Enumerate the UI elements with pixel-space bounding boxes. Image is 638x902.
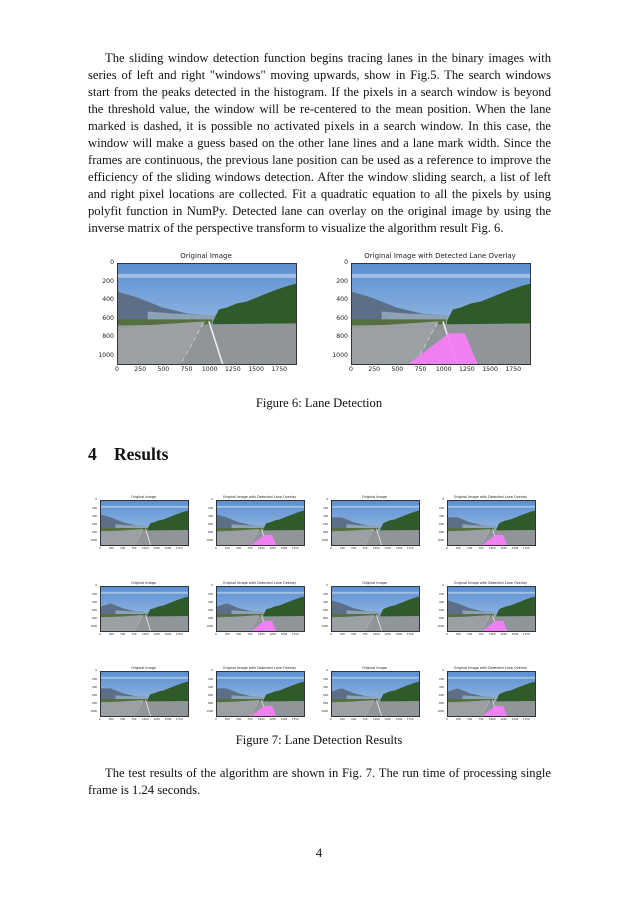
fig7-r1c4-ytick: 0 xyxy=(442,498,444,502)
fig7-r1c4-xtick: 1250 xyxy=(500,547,507,550)
fig7-r2c2-xtick: 1500 xyxy=(280,633,288,636)
fig7-r1c1-xtick: 1250 xyxy=(153,547,160,550)
fig7-r2c3-xtick: 1250 xyxy=(384,633,391,636)
fig7-r3c1-xtick: 1500 xyxy=(164,718,172,721)
fig7-r2c1-xtick: 1750 xyxy=(175,633,183,636)
fig7-r1c2-xtick: 0 xyxy=(215,547,217,550)
fig7-r2c1-image xyxy=(100,586,189,632)
fig6-overlay-xtick: 0 xyxy=(349,366,353,373)
fig6-original-ytick: 800 xyxy=(102,333,114,341)
fig7-r1c4-ytick: 600 xyxy=(439,522,444,526)
fig7-r3c2-image xyxy=(216,671,305,717)
fig7-r2c3-xtick: 750 xyxy=(362,633,368,636)
fig7-r3c1-xtick: 250 xyxy=(108,718,114,721)
fig7-r3c1-ytick: 0 xyxy=(95,669,97,673)
fig7-r2c1-ytick: 400 xyxy=(92,600,97,604)
fig7-r2c3-ytick: 200 xyxy=(323,592,328,596)
fig7-r3c4-plot xyxy=(437,665,534,723)
fig6-original-ytick: 200 xyxy=(102,277,114,285)
fig7-r2c3-ytick: 0 xyxy=(326,584,328,588)
fig7-r3c4-ytick: 200 xyxy=(439,677,444,681)
fig7-r1c2-xtick: 1750 xyxy=(291,547,299,550)
fig7-r2c4-ytick: 200 xyxy=(439,592,444,596)
fig7-r2c3-xtick: 0 xyxy=(330,633,332,636)
fig7-r3c3-xtick: 1750 xyxy=(406,718,414,721)
fig7-r2c1-xtick: 750 xyxy=(131,633,137,636)
fig7-r1c2-xtick: 1000 xyxy=(258,547,265,550)
fig7-r3c4-ytick: 600 xyxy=(439,693,444,697)
fig7-r3c2-ytick: 0 xyxy=(211,669,213,673)
fig6-overlay-ytick: 200 xyxy=(336,277,348,285)
fig7-r3c2-xtick: 750 xyxy=(247,718,253,721)
fig7-r2c3-xtick: 1500 xyxy=(395,633,403,636)
fig7-r2c2-image xyxy=(216,586,305,632)
fig7-r1c3-xtick: 500 xyxy=(351,547,357,550)
fig6-overlay-ytick: 600 xyxy=(336,314,348,322)
fig7-r2c4-ytick: 600 xyxy=(439,608,444,612)
results-paragraph: The test results of the algorithm are shown in Fig. 7. The run time of processing single frame is 1.24 seconds. xyxy=(88,766,551,797)
fig7-r3c4-xtick: 0 xyxy=(446,718,448,721)
fig7-r1c4-ytick: 800 xyxy=(439,531,444,535)
fig7-r2c3-xtick: 250 xyxy=(339,633,345,636)
fig7-r2c2-plot xyxy=(206,580,303,638)
fig7-r3c1-xtick: 1750 xyxy=(175,718,183,721)
fig7-r3c1-xtick: 750 xyxy=(131,718,137,721)
fig7-r3c2-title: Original Image with Detected Lane Overlay xyxy=(222,665,297,670)
fig7-r2c2-ytick: 0 xyxy=(211,584,213,588)
fig7-r2c2-ytick: 400 xyxy=(208,600,213,604)
fig6-original-xtick: 1000 xyxy=(201,366,218,373)
fig7-r3c2-xtick: 1250 xyxy=(269,718,276,721)
fig7-r3c3-xtick: 500 xyxy=(351,718,357,721)
fig7-r2c1-ytick: 1000 xyxy=(90,625,97,629)
fig7-r3c3-xtick: 0 xyxy=(330,718,332,721)
fig7-r2c4-ytick: 0 xyxy=(442,584,444,588)
fig6-overlay-ytick: 400 xyxy=(336,296,348,304)
fig7-r2c2-ytick: 1000 xyxy=(206,625,213,629)
fig7-r3c4-ytick: 0 xyxy=(442,669,444,673)
fig7-r3c4-ytick: 800 xyxy=(439,702,444,706)
fig7-r1c3-ytick: 800 xyxy=(323,531,328,535)
fig7-r1c3-image xyxy=(331,500,420,546)
fig7-r1c4-xtick: 750 xyxy=(478,547,484,550)
fig7-r2c4-xtick: 1750 xyxy=(522,633,530,636)
fig7-r2c3-title: Original Image xyxy=(362,580,387,585)
fig7-r2c2-xtick: 1250 xyxy=(269,633,276,636)
fig6-original-ytick: 0 xyxy=(110,259,114,267)
fig7-r1c4-xtick: 1000 xyxy=(489,547,496,550)
fig7-r2c3-xtick: 1000 xyxy=(373,633,380,636)
fig7-r3c3-ytick: 200 xyxy=(323,677,328,681)
section-heading xyxy=(88,444,168,465)
fig7-r3c1-xtick: 1250 xyxy=(153,718,160,721)
fig7-r1c3-xtick: 1250 xyxy=(384,547,391,550)
fig7-r3c1-image xyxy=(100,671,189,717)
fig6-original-ytick: 400 xyxy=(102,296,114,304)
fig7-r3c4-xtick: 1750 xyxy=(522,718,530,721)
fig7-r3c4-xtick: 750 xyxy=(478,718,484,721)
fig7-r1c2-xtick: 1250 xyxy=(269,547,276,550)
fig7-r2c4-xtick: 500 xyxy=(467,633,473,636)
fig7-r1c3-ytick: 0 xyxy=(326,498,328,502)
fig6-original-xtick: 1250 xyxy=(225,366,241,373)
fig7-r2c1-ytick: 800 xyxy=(92,617,97,621)
fig7-r2c1-xtick: 0 xyxy=(99,633,101,636)
fig7-r1c3-ytick: 400 xyxy=(323,514,328,518)
fig7-r1c2-xtick: 250 xyxy=(224,547,230,550)
fig7-r3c3-image xyxy=(331,671,420,717)
fig7-r3c2-xtick: 1000 xyxy=(258,718,265,721)
fig6-overlay-ytick: 800 xyxy=(336,333,348,341)
fig7-r2c1-xtick: 1000 xyxy=(142,633,149,636)
fig7-r1c2-image xyxy=(216,500,305,546)
fig7-r1c3-xtick: 750 xyxy=(362,547,368,550)
fig7-r1c4-xtick: 1750 xyxy=(522,547,530,550)
fig7-r1c2-ytick: 400 xyxy=(208,514,213,518)
fig7-r1c2-xtick: 500 xyxy=(236,547,242,550)
fig6-original-ytick: 600 xyxy=(102,314,114,322)
fig7-r2c4-ytick: 400 xyxy=(439,600,444,604)
fig7-r3c3-ytick: 800 xyxy=(323,702,328,706)
fig7-r1c3-plot xyxy=(321,494,418,552)
fig7-r2c2-xtick: 250 xyxy=(224,633,230,636)
fig7-r3c4-xtick: 250 xyxy=(455,718,461,721)
fig7-r3c3-xtick: 750 xyxy=(362,718,368,721)
fig7-r2c4-ytick: 800 xyxy=(439,617,444,621)
fig7-r3c1-ytick: 1000 xyxy=(90,710,97,714)
fig6-original-image xyxy=(117,263,297,365)
fig7-r3c1-xtick: 1000 xyxy=(142,718,149,721)
fig7-r1c2-xtick: 750 xyxy=(247,547,253,550)
figure-7-caption: Figure 7: Lane Detection Results xyxy=(235,733,403,747)
fig7-r2c4-title: Original Image with Detected Lane Overlay xyxy=(453,580,528,585)
fig7-r2c4-ytick: 1000 xyxy=(437,625,444,629)
fig7-r2c3-ytick: 800 xyxy=(323,617,328,621)
fig7-r1c3-title: Original Image xyxy=(362,494,387,499)
fig6-overlay-xtick: 1000 xyxy=(435,366,452,373)
fig6-overlay-xtick: 1750 xyxy=(505,366,522,373)
fig7-r2c1-ytick: 200 xyxy=(92,592,97,596)
section-number: 4 xyxy=(88,444,97,464)
fig7-r2c3-xtick: 500 xyxy=(351,633,357,636)
fig7-r3c2-xtick: 1500 xyxy=(280,718,288,721)
fig7-r2c3-image xyxy=(331,586,420,632)
fig7-r1c4-image xyxy=(447,500,536,546)
fig7-r2c2-title: Original Image with Detected Lane Overlay xyxy=(222,580,297,585)
fig7-r2c3-ytick: 600 xyxy=(323,608,328,612)
fig7-r3c4-image xyxy=(447,671,536,717)
fig7-r3c4-xtick: 1000 xyxy=(489,718,496,721)
fig7-r3c2-ytick: 200 xyxy=(208,677,213,681)
fig7-r1c4-title: Original Image with Detected Lane Overlay xyxy=(453,494,528,499)
fig7-r1c1-ytick: 1000 xyxy=(90,539,97,543)
fig7-r3c3-xtick: 1500 xyxy=(395,718,403,721)
fig7-r2c2-xtick: 0 xyxy=(215,633,217,636)
fig7-r1c4-xtick: 250 xyxy=(455,547,461,550)
fig7-r1c1-xtick: 1000 xyxy=(142,547,149,550)
fig7-r1c4-xtick: 1500 xyxy=(511,547,519,550)
fig7-r1c2-ytick: 200 xyxy=(208,506,213,510)
fig6-original-xtick: 0 xyxy=(115,366,119,373)
intro-paragraph: The sliding window detection function begins tracing lanes in the binary images with series of left and right "windows" moving upwards, show in Fig.5. The search windows start from the peaks detected in the histogram. If the pixels in a search window is beyond the threshold value, the window will be re-centered to the mean position. When the lane marked is dashed, it is possible no activated pixels in a search window. In this case, the window will make a guess based on the other lane lines and a lane mark width. Since the frames are continuous, the previous lane position can be used as a reference to improve the efficiency of the sliding windows detection. After the window sliding search, a list of left and right pixel locations are collected. Fit a quadratic equation to all the pixels by using polyfit function in NumPy. Detected lane can overlay on the original image by using the inverse matrix of the perspective transform to visualize the algorithm result Fig. 6. xyxy=(88,51,551,235)
fig7-r2c2-ytick: 800 xyxy=(208,617,213,621)
fig7-r3c3-xtick: 250 xyxy=(339,718,345,721)
fig7-r2c2-xtick: 500 xyxy=(236,633,242,636)
fig7-r3c3-ytick: 400 xyxy=(323,685,328,689)
fig7-r2c1-title: Original Image xyxy=(131,580,156,585)
fig6-overlay-xtick: 1500 xyxy=(482,366,498,373)
figure-6-caption: Figure 6: Lane Detection xyxy=(255,396,383,410)
fig7-r1c1-ytick: 800 xyxy=(92,531,97,535)
fig7-r3c2-ytick: 1000 xyxy=(206,710,213,714)
fig7-r2c2-ytick: 600 xyxy=(208,608,213,612)
fig7-r3c1-xtick: 500 xyxy=(120,718,126,721)
fig7-r1c1-xtick: 500 xyxy=(120,547,126,550)
fig7-r2c1-plot xyxy=(90,580,187,638)
fig7-r1c3-xtick: 1500 xyxy=(395,547,403,550)
fig6-overlay-xtick: 1250 xyxy=(459,366,475,373)
fig7-r3c2-ytick: 800 xyxy=(208,702,213,706)
fig6-original-xtick: 500 xyxy=(157,366,170,373)
fig6-original-xtick: 250 xyxy=(134,366,147,373)
fig7-r1c1-xtick: 250 xyxy=(108,547,114,550)
fig7-r3c3-ytick: 1000 xyxy=(321,710,328,714)
fig7-r1c4-xtick: 0 xyxy=(446,547,448,550)
fig6-overlay-ytick: 1000 xyxy=(332,351,348,359)
fig6-overlay-xtick: 500 xyxy=(391,366,404,373)
fig7-r2c4-xtick: 1000 xyxy=(489,633,496,636)
fig7-r2c2-xtick: 1000 xyxy=(258,633,265,636)
fig7-r1c2-ytick: 0 xyxy=(211,498,213,502)
fig7-r2c3-ytick: 400 xyxy=(323,600,328,604)
fig7-r1c2-ytick: 600 xyxy=(208,522,213,526)
fig7-r2c1-xtick: 250 xyxy=(108,633,114,636)
fig7-r3c2-plot xyxy=(206,665,303,723)
fig7-r2c4-xtick: 0 xyxy=(446,633,448,636)
fig7-r1c4-ytick: 200 xyxy=(439,506,444,510)
fig7-r3c4-xtick: 1500 xyxy=(511,718,519,721)
fig7-r3c2-xtick: 0 xyxy=(215,718,217,721)
fig7-r1c3-ytick: 600 xyxy=(323,522,328,526)
fig7-r1c1-image xyxy=(100,500,189,546)
fig6-original-xtick: 1750 xyxy=(271,366,288,373)
fig7-r1c2-title: Original Image with Detected Lane Overlay xyxy=(222,494,297,499)
fig7-r3c2-ytick: 600 xyxy=(208,693,213,697)
fig7-r3c3-plot xyxy=(321,665,418,723)
fig7-r2c4-plot xyxy=(437,580,534,638)
page-number: 4 xyxy=(315,846,323,860)
fig7-r1c3-xtick: 250 xyxy=(339,547,345,550)
fig6-original-plot xyxy=(98,251,295,382)
fig7-r3c4-ytick: 400 xyxy=(439,685,444,689)
fig7-r1c1-xtick: 1750 xyxy=(175,547,183,550)
fig7-r3c4-xtick: 500 xyxy=(467,718,473,721)
fig6-overlay-image xyxy=(351,263,531,365)
fig7-r1c1-ytick: 600 xyxy=(92,522,97,526)
fig7-r3c1-ytick: 200 xyxy=(92,677,97,681)
fig7-r3c4-ytick: 1000 xyxy=(437,710,444,714)
fig6-original-title: Original Image xyxy=(180,251,232,260)
fig7-r3c1-ytick: 800 xyxy=(92,702,97,706)
fig7-r2c4-xtick: 750 xyxy=(478,633,484,636)
fig7-r1c1-xtick: 750 xyxy=(131,547,137,550)
fig7-r1c1-ytick: 400 xyxy=(92,514,97,518)
fig6-original-xtick: 750 xyxy=(180,366,193,373)
fig7-r3c1-plot xyxy=(90,665,187,723)
fig7-r1c1-xtick: 1500 xyxy=(164,547,172,550)
fig7-r1c4-xtick: 500 xyxy=(467,547,473,550)
fig7-r3c1-title: Original Image xyxy=(131,665,156,670)
fig7-r3c2-xtick: 1750 xyxy=(291,718,299,721)
section-title: Results xyxy=(114,444,169,464)
fig7-r1c4-ytick: 400 xyxy=(439,514,444,518)
fig7-r2c1-xtick: 500 xyxy=(120,633,126,636)
fig6-original-ytick: 1000 xyxy=(98,351,114,359)
fig7-r3c3-title: Original Image xyxy=(362,665,387,670)
fig7-r2c2-xtick: 750 xyxy=(247,633,253,636)
fig6-overlay-ytick: 0 xyxy=(344,259,348,267)
fig7-r2c4-xtick: 250 xyxy=(455,633,461,636)
fig7-r1c4-plot xyxy=(437,494,534,552)
fig7-r2c2-ytick: 200 xyxy=(208,592,213,596)
fig7-r1c1-ytick: 200 xyxy=(92,506,97,510)
fig7-r1c1-title: Original Image xyxy=(131,494,156,499)
fig7-r3c1-ytick: 600 xyxy=(92,693,97,697)
fig7-r1c2-xtick: 1500 xyxy=(280,547,288,550)
fig7-r2c4-image xyxy=(447,586,536,632)
fig7-r3c2-xtick: 250 xyxy=(224,718,230,721)
fig7-r2c4-xtick: 1500 xyxy=(511,633,519,636)
fig6-original-xtick: 1500 xyxy=(248,366,264,373)
fig7-r2c1-ytick: 600 xyxy=(92,608,97,612)
fig7-r2c3-xtick: 1750 xyxy=(406,633,414,636)
fig7-r2c1-ytick: 0 xyxy=(95,584,97,588)
fig7-r1c1-plot xyxy=(90,494,187,552)
fig7-r1c3-ytick: 200 xyxy=(323,506,328,510)
fig7-r2c2-xtick: 1750 xyxy=(291,633,299,636)
fig7-r1c1-xtick: 0 xyxy=(99,547,101,550)
fig7-r1c3-xtick: 1000 xyxy=(373,547,380,550)
fig7-r3c1-xtick: 0 xyxy=(99,718,101,721)
fig7-r1c4-ytick: 1000 xyxy=(437,539,444,543)
fig6-overlay-plot xyxy=(332,251,529,382)
fig7-r2c3-plot xyxy=(321,580,418,638)
fig7-r3c3-xtick: 1000 xyxy=(373,718,380,721)
fig7-r1c2-ytick: 1000 xyxy=(206,539,213,543)
fig6-overlay-xtick: 250 xyxy=(368,366,381,373)
fig7-r3c1-ytick: 400 xyxy=(92,685,97,689)
fig7-r3c3-ytick: 0 xyxy=(326,669,328,673)
fig7-r2c1-xtick: 1250 xyxy=(153,633,160,636)
fig7-r3c4-title: Original Image with Detected Lane Overlay xyxy=(453,665,528,670)
fig7-r2c4-xtick: 1250 xyxy=(500,633,507,636)
fig7-r1c2-ytick: 800 xyxy=(208,531,213,535)
fig7-r2c3-ytick: 1000 xyxy=(321,625,328,629)
fig7-r1c1-ytick: 0 xyxy=(95,498,97,502)
fig7-r3c3-xtick: 1250 xyxy=(384,718,391,721)
fig7-r3c3-ytick: 600 xyxy=(323,693,328,697)
fig7-r1c2-plot xyxy=(206,494,303,552)
fig6-overlay-xtick: 750 xyxy=(414,366,427,373)
fig7-r3c4-xtick: 1250 xyxy=(500,718,507,721)
fig6-overlay-title: Original Image with Detected Lane Overlay xyxy=(364,251,516,260)
fig7-r1c3-xtick: 1750 xyxy=(406,547,414,550)
fig7-r3c2-xtick: 500 xyxy=(236,718,242,721)
fig7-r3c2-ytick: 400 xyxy=(208,685,213,689)
fig7-r1c3-xtick: 0 xyxy=(330,547,332,550)
fig7-r1c3-ytick: 1000 xyxy=(321,539,328,543)
fig7-r2c1-xtick: 1500 xyxy=(164,633,172,636)
